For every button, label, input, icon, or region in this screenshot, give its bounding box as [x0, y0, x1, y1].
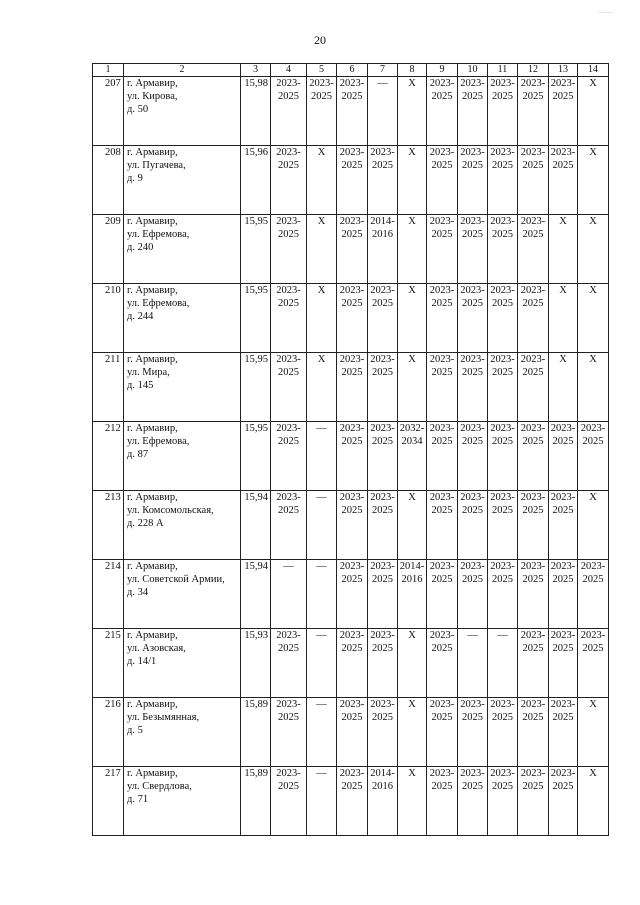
year-cell: 2023- 2025: [337, 353, 368, 422]
year-cell: 2023- 2025: [488, 422, 518, 491]
year-cell: 2023- 2025: [427, 77, 458, 146]
page-number: 20: [314, 33, 326, 47]
row-number: 215: [93, 629, 124, 698]
year-cell: Х: [398, 77, 427, 146]
area-cell: 15,96: [241, 146, 271, 215]
year-cell: 2023- 2025: [337, 77, 368, 146]
address-cell: г. Армавир, ул. Кирова, д. 50: [124, 77, 241, 146]
year-cell: Х: [578, 698, 609, 767]
year-cell: 2023- 2025: [518, 767, 549, 836]
address-cell: г. Армавир, ул. Мира, д. 145: [124, 353, 241, 422]
year-cell: 2023- 2025: [427, 284, 458, 353]
column-header: 3: [241, 64, 271, 77]
year-cell: 2023- 2025: [578, 422, 609, 491]
year-cell: 2023- 2025: [427, 353, 458, 422]
year-cell: Х: [398, 698, 427, 767]
year-cell: 2023- 2025: [427, 560, 458, 629]
year-cell: 2023- 2025: [368, 698, 398, 767]
year-cell: 2023- 2025: [518, 560, 549, 629]
year-cell: 2023- 2025: [488, 284, 518, 353]
year-cell: 2023- 2025: [549, 767, 578, 836]
year-cell: 2023- 2025: [271, 146, 307, 215]
housing-table: [92, 63, 609, 836]
column-header: 9: [427, 64, 458, 77]
year-cell: 2014- 2016: [368, 767, 398, 836]
address-cell: г. Армавир, ул. Ефремова, д. 244: [124, 284, 241, 353]
year-cell: Х: [307, 353, 337, 422]
year-cell: 2023- 2025: [458, 422, 488, 491]
row-number: 217: [93, 767, 124, 836]
year-cell: 2023- 2025: [368, 284, 398, 353]
area-cell: 15,98: [241, 77, 271, 146]
year-cell: 2023- 2025: [271, 698, 307, 767]
column-header: 7: [368, 64, 398, 77]
year-cell: Х: [578, 491, 609, 560]
year-cell: 2023- 2025: [458, 698, 488, 767]
year-cell: 2023- 2025: [427, 629, 458, 698]
year-cell: —: [307, 560, 337, 629]
area-cell: 15,94: [241, 560, 271, 629]
year-cell: —: [368, 77, 398, 146]
table-row: [93, 353, 609, 422]
year-cell: 2023- 2025: [549, 77, 578, 146]
area-cell: 15,95: [241, 284, 271, 353]
table-row: [93, 215, 609, 284]
table-row: [93, 146, 609, 215]
column-header: 14: [578, 64, 609, 77]
year-cell: 2023- 2025: [427, 146, 458, 215]
address-cell: г. Армавир, ул. Комсомольская, д. 228 А: [124, 491, 241, 560]
year-cell: —: [307, 422, 337, 491]
year-cell: 2023- 2025: [368, 560, 398, 629]
year-cell: Х: [398, 767, 427, 836]
row-number: 212: [93, 422, 124, 491]
year-cell: Х: [307, 146, 337, 215]
year-cell: Х: [398, 215, 427, 284]
row-number: 211: [93, 353, 124, 422]
year-cell: 2023- 2025: [518, 353, 549, 422]
year-cell: 2023- 2025: [488, 146, 518, 215]
year-cell: 2023- 2025: [458, 146, 488, 215]
year-cell: —: [271, 560, 307, 629]
address-cell: г. Армавир, ул. Свердлова, д. 71: [124, 767, 241, 836]
column-header: 11: [488, 64, 518, 77]
year-cell: 2023- 2025: [427, 491, 458, 560]
year-cell: 2023- 2025: [458, 284, 488, 353]
year-cell: 2023- 2025: [427, 698, 458, 767]
year-cell: 2023- 2025: [337, 560, 368, 629]
year-cell: 2023- 2025: [549, 698, 578, 767]
year-cell: 2023- 2025: [458, 767, 488, 836]
year-cell: Х: [578, 353, 609, 422]
year-cell: 2023- 2025: [549, 422, 578, 491]
year-cell: 2023- 2025: [488, 767, 518, 836]
year-cell: 2023- 2025: [518, 698, 549, 767]
year-cell: 2023- 2025: [549, 491, 578, 560]
area-cell: 15,89: [241, 767, 271, 836]
year-cell: Х: [578, 284, 609, 353]
year-cell: Х: [398, 629, 427, 698]
year-cell: 2023- 2025: [337, 146, 368, 215]
year-cell: 2023- 2025: [271, 767, 307, 836]
column-header: 1: [93, 64, 124, 77]
year-cell: 2023- 2025: [488, 77, 518, 146]
column-header: 10: [458, 64, 488, 77]
table-row: [93, 284, 609, 353]
year-cell: 2023- 2025: [271, 353, 307, 422]
year-cell: Х: [398, 491, 427, 560]
column-header: 5: [307, 64, 337, 77]
year-cell: Х: [578, 77, 609, 146]
address-cell: г. Армавир, ул. Ефремова, д. 240: [124, 215, 241, 284]
year-cell: 2023- 2025: [368, 146, 398, 215]
year-cell: —: [458, 629, 488, 698]
row-number: 213: [93, 491, 124, 560]
year-cell: 2023- 2025: [458, 215, 488, 284]
table-row: [93, 560, 609, 629]
table-row: [93, 491, 609, 560]
year-cell: 2023- 2025: [488, 491, 518, 560]
year-cell: 2023- 2025: [549, 629, 578, 698]
column-header: 2: [124, 64, 241, 77]
year-cell: 2023- 2025: [488, 698, 518, 767]
year-cell: 2023- 2025: [337, 491, 368, 560]
corner-mark: -----: [599, 10, 614, 16]
year-cell: 2023- 2025: [578, 560, 609, 629]
table-row: [93, 767, 609, 836]
year-cell: Х: [549, 353, 578, 422]
column-header: 8: [398, 64, 427, 77]
year-cell: —: [488, 629, 518, 698]
year-cell: 2014- 2016: [398, 560, 427, 629]
column-header: 6: [337, 64, 368, 77]
area-cell: 15,89: [241, 698, 271, 767]
year-cell: 2023- 2025: [337, 422, 368, 491]
year-cell: 2032- 2034: [398, 422, 427, 491]
row-number: 216: [93, 698, 124, 767]
area-cell: 15,94: [241, 491, 271, 560]
address-cell: г. Армавир, ул. Ефремова, д. 87: [124, 422, 241, 491]
year-cell: Х: [549, 215, 578, 284]
year-cell: 2023- 2025: [337, 284, 368, 353]
year-cell: 2023- 2025: [518, 77, 549, 146]
year-cell: Х: [578, 146, 609, 215]
row-number: 214: [93, 560, 124, 629]
year-cell: 2023- 2025: [518, 629, 549, 698]
year-cell: 2023- 2025: [271, 215, 307, 284]
year-cell: 2023- 2025: [271, 77, 307, 146]
year-cell: 2023- 2025: [518, 422, 549, 491]
year-cell: —: [307, 491, 337, 560]
address-cell: г. Армавир, ул. Советской Армии, д. 34: [124, 560, 241, 629]
year-cell: 2023- 2025: [271, 284, 307, 353]
year-cell: 2023- 2025: [488, 215, 518, 284]
year-cell: Х: [578, 215, 609, 284]
year-cell: 2023- 2025: [271, 629, 307, 698]
year-cell: 2023- 2025: [271, 422, 307, 491]
year-cell: Х: [398, 284, 427, 353]
area-cell: 15,93: [241, 629, 271, 698]
year-cell: 2023- 2025: [368, 491, 398, 560]
year-cell: 2023- 2025: [458, 353, 488, 422]
row-number: 207: [93, 77, 124, 146]
year-cell: 2023- 2025: [488, 560, 518, 629]
year-cell: 2023- 2025: [427, 422, 458, 491]
year-cell: —: [307, 629, 337, 698]
year-cell: 2023- 2025: [458, 560, 488, 629]
year-cell: 2023- 2025: [518, 215, 549, 284]
year-cell: 2023- 2025: [337, 629, 368, 698]
year-cell: 2023- 2025: [518, 491, 549, 560]
year-cell: 2023- 2025: [368, 353, 398, 422]
year-cell: 2023- 2025: [549, 560, 578, 629]
address-cell: г. Армавир, ул. Безымянная, д. 5: [124, 698, 241, 767]
year-cell: Х: [398, 146, 427, 215]
table-body: [93, 77, 609, 836]
year-cell: 2023- 2025: [458, 77, 488, 146]
table-row: [93, 77, 609, 146]
year-cell: Х: [307, 215, 337, 284]
table-row: [93, 629, 609, 698]
year-cell: 2023- 2025: [427, 215, 458, 284]
year-cell: 2023- 2025: [368, 422, 398, 491]
year-cell: 2023- 2025: [578, 629, 609, 698]
area-cell: 15,95: [241, 422, 271, 491]
column-header: 4: [271, 64, 307, 77]
year-cell: 2023- 2025: [427, 767, 458, 836]
table-row: [93, 698, 609, 767]
address-cell: г. Армавир, ул. Азовская, д. 14/1: [124, 629, 241, 698]
area-cell: 15,95: [241, 353, 271, 422]
year-cell: Х: [398, 353, 427, 422]
year-cell: 2023- 2025: [549, 146, 578, 215]
row-number: 209: [93, 215, 124, 284]
year-cell: 2023- 2025: [488, 353, 518, 422]
area-cell: 15,95: [241, 215, 271, 284]
year-cell: Х: [307, 284, 337, 353]
year-cell: 2023- 2025: [337, 215, 368, 284]
year-cell: 2023- 2025: [271, 491, 307, 560]
year-cell: 2023- 2025: [337, 767, 368, 836]
column-header: 12: [518, 64, 549, 77]
year-cell: 2014- 2016: [368, 215, 398, 284]
year-cell: 2023- 2025: [307, 77, 337, 146]
table-row: [93, 422, 609, 491]
year-cell: 2023- 2025: [458, 491, 488, 560]
year-cell: Х: [549, 284, 578, 353]
year-cell: 2023- 2025: [368, 629, 398, 698]
year-cell: 2023- 2025: [518, 284, 549, 353]
column-header: 13: [549, 64, 578, 77]
header-row: [93, 64, 609, 77]
year-cell: 2023- 2025: [337, 698, 368, 767]
year-cell: —: [307, 767, 337, 836]
year-cell: —: [307, 698, 337, 767]
row-number: 210: [93, 284, 124, 353]
row-number: 208: [93, 146, 124, 215]
year-cell: 2023- 2025: [518, 146, 549, 215]
year-cell: Х: [578, 767, 609, 836]
address-cell: г. Армавир, ул. Пугачева, д. 9: [124, 146, 241, 215]
